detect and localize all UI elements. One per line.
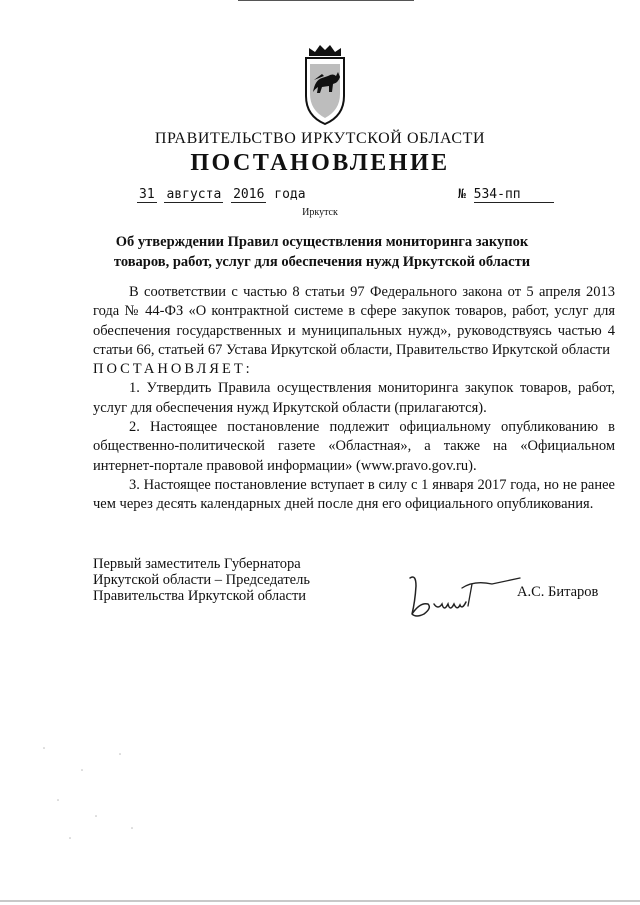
date-day: 31 xyxy=(139,187,155,202)
item-3-paragraph: 3. Настоящее постановление вступает в силу с 1 января 2017 года, но не ранее чем через десять календарных дней после дня его официального опубликования. xyxy=(93,476,615,513)
date-month: августа xyxy=(166,187,222,202)
preamble-paragraph: В соответствии с частью 8 статьи 97 Федерального закона от 5 апреля 2013 года № 44-ФЗ «О контрактной системе в сфере закупок товаров, работ, услуг для обеспечения государственных и муниципальных нужд», руководствуясь частью 4 статьи 66, статьей 67 Устава Иркутской области, Правительство Иркутской области xyxy=(93,284,615,358)
resolve-heading: ПОСТАНОВЛЯЕТ: xyxy=(93,361,253,378)
bottom-edge xyxy=(0,900,640,902)
document-number xyxy=(458,187,554,203)
city-label: Иркутск xyxy=(302,207,338,218)
item-2-paragraph: 2. Настоящее постановление подлежит официальному опубликованию в общественно-политической газете «Областная», а также на «Официальном интернет-портале правовой информации» (www.pravo.gov.ru). xyxy=(93,419,615,474)
item-1-paragraph: 1. Утвердить Правила осуществления мониторинга закупок товаров, работ, услуг для обеспечения нужд Иркутской области (прилагаются). xyxy=(93,380,615,416)
date-suffix: года xyxy=(274,187,306,202)
position-line: Первый заместитель Губернатора xyxy=(93,556,301,572)
position-line: Правительства Иркутской области xyxy=(93,588,307,604)
position-line: Иркутской области – Председатель xyxy=(93,572,310,588)
document-title: Об утверждении Правил осуществления мониторинга закупок товаров, работ, услуг для обеспечения нужд Иркутской области xyxy=(113,234,531,270)
date-year: 2016 xyxy=(233,187,265,202)
document-type: ПОСТАНОВЛЕНИЕ xyxy=(190,150,450,176)
number-value: 534-пп xyxy=(474,187,554,203)
document-body xyxy=(93,283,615,515)
top-divider xyxy=(238,0,414,1)
document-date xyxy=(137,187,306,202)
scan-noise xyxy=(40,740,160,860)
coat-of-arms-icon xyxy=(300,36,350,126)
signatory-position xyxy=(93,556,310,604)
organization-name: ПРАВИТЕЛЬСТВО ИРКУТСКОЙ ОБЛАСТИ xyxy=(154,130,486,147)
signatory-name: А.С. Битаров xyxy=(517,584,599,600)
handwritten-signature xyxy=(402,566,522,626)
number-prefix: № xyxy=(458,187,466,202)
